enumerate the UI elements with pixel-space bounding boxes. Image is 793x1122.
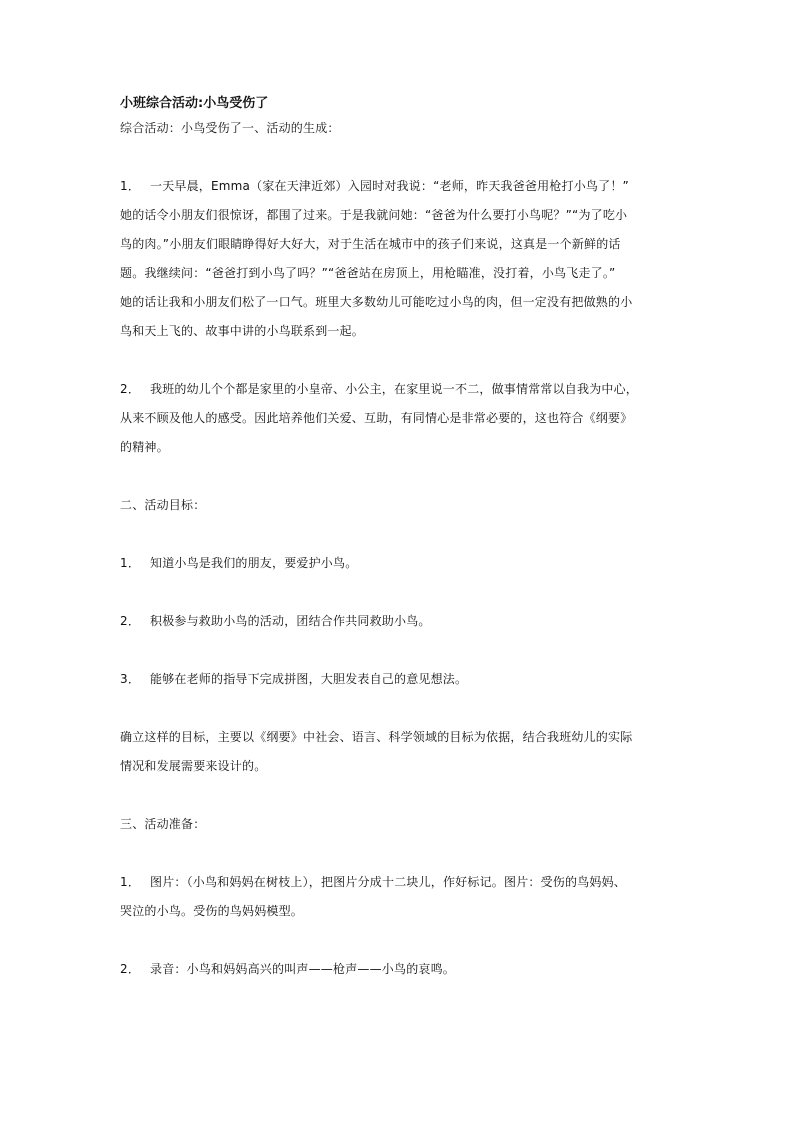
item-text: 积极参与救助小鸟的活动，团结合作共同救助小鸟。 [150, 614, 431, 628]
goals-note-line-2: 情况和发展需要来设计的。 [120, 759, 267, 773]
item-text: 知道小鸟是我们的朋友，要爱护小鸟。 [150, 556, 358, 570]
document-body [120, 94, 680, 984]
paragraph-gap [120, 346, 680, 375]
generation-item-1-line-1 [120, 172, 680, 201]
goal-item-1 [120, 549, 680, 578]
item-text: 录音：小鸟和妈妈高兴的叫声——枪声——小鸟的哀鸣。 [150, 962, 456, 976]
item-text: 能够在老师的指导下完成拼图，大胆发表自己的意见想法。 [150, 672, 468, 686]
paragraph-gap [120, 520, 680, 549]
goals-heading: 二、活动目标： [120, 498, 206, 512]
generation-item-1-line-6: 鸟和天上飞的、故事中讲的小鸟联系到一起。 [120, 324, 365, 338]
item-number: 2． [120, 382, 141, 396]
generation-item-2-line-1 [120, 375, 680, 404]
paragraph-gap [120, 578, 680, 607]
prep-heading: 三、活动准备： [120, 817, 206, 831]
item-text: 图片：（小鸟和妈妈在树枝上），把图片分成十二块儿，作好标记。图片：受伤的鸟妈妈、 [150, 875, 627, 889]
generation-item-2-line-2: 从来不顾及他人的感受。因此培养他们关爱、互助，有同情心是非常必要的，这也符合《纲要》 [120, 411, 633, 425]
item-number: 3． [120, 672, 141, 686]
item-number: 1． [120, 875, 141, 889]
item-number: 1． [120, 179, 141, 193]
prep-item-1-line-1 [120, 868, 680, 897]
paragraph-gap [120, 636, 680, 665]
prep-item-1-line-2: 哭泣的小鸟。受伤的鸟妈妈模型。 [120, 904, 304, 918]
item-number: 2． [120, 962, 141, 976]
goal-item-2 [120, 607, 680, 636]
item-number: 2． [120, 614, 141, 628]
paragraph-gap [120, 781, 680, 810]
generation-item-2-line-3: 的精神。 [120, 440, 169, 454]
goal-item-3 [120, 665, 680, 694]
document-subtitle: 综合活动：小鸟受伤了一、活动的生成： [120, 121, 340, 135]
generation-item-1-line-3: 鸟的肉。”小朋友们眼睛睁得好大好大，对于生活在城市中的孩子们来说，这真是一个新鲜的话 [120, 237, 621, 251]
generation-item-1-line-2: 她的话令小朋友们很惊讶，都围了过来。于是我就问她：“爸爸为什么要打小鸟呢？”“为了吃小 [120, 208, 628, 222]
item-text: 我班的幼儿个个都是家里的小皇帝、小公主，在家里说一不二，做事情常常以自我为中心， [150, 382, 639, 396]
paragraph-gap [120, 926, 680, 955]
generation-item-1-line-4: 题。我继续问：“爸爸打到小鸟了吗？”“爸爸站在房顶上，用枪瞄准，没打着，小鸟飞走了。” [120, 266, 616, 280]
generation-item-1-line-5: 她的话让我和小朋友们松了一口气。班里大多数幼儿可能吃过小鸟的肉，但一定没有把做熟的小 [120, 295, 633, 309]
prep-item-2-line-1 [120, 955, 680, 984]
paragraph-gap [120, 143, 680, 172]
paragraph-gap [120, 839, 680, 868]
item-number: 1． [120, 556, 141, 570]
goals-note-line-1: 确立这样的目标，主要以《纲要》中社会、语言、科学领域的目标为依据，结合我班幼儿的实际 [120, 730, 633, 744]
paragraph-gap [120, 694, 680, 723]
document-title: 小班综合活动:小鸟受伤了 [120, 96, 269, 111]
item-text: 一天早晨，Emma（家在天津近郊）入园时对我说：“老师，昨天我爸爸用枪打小鸟了！” [150, 179, 629, 193]
paragraph-gap [120, 462, 680, 491]
